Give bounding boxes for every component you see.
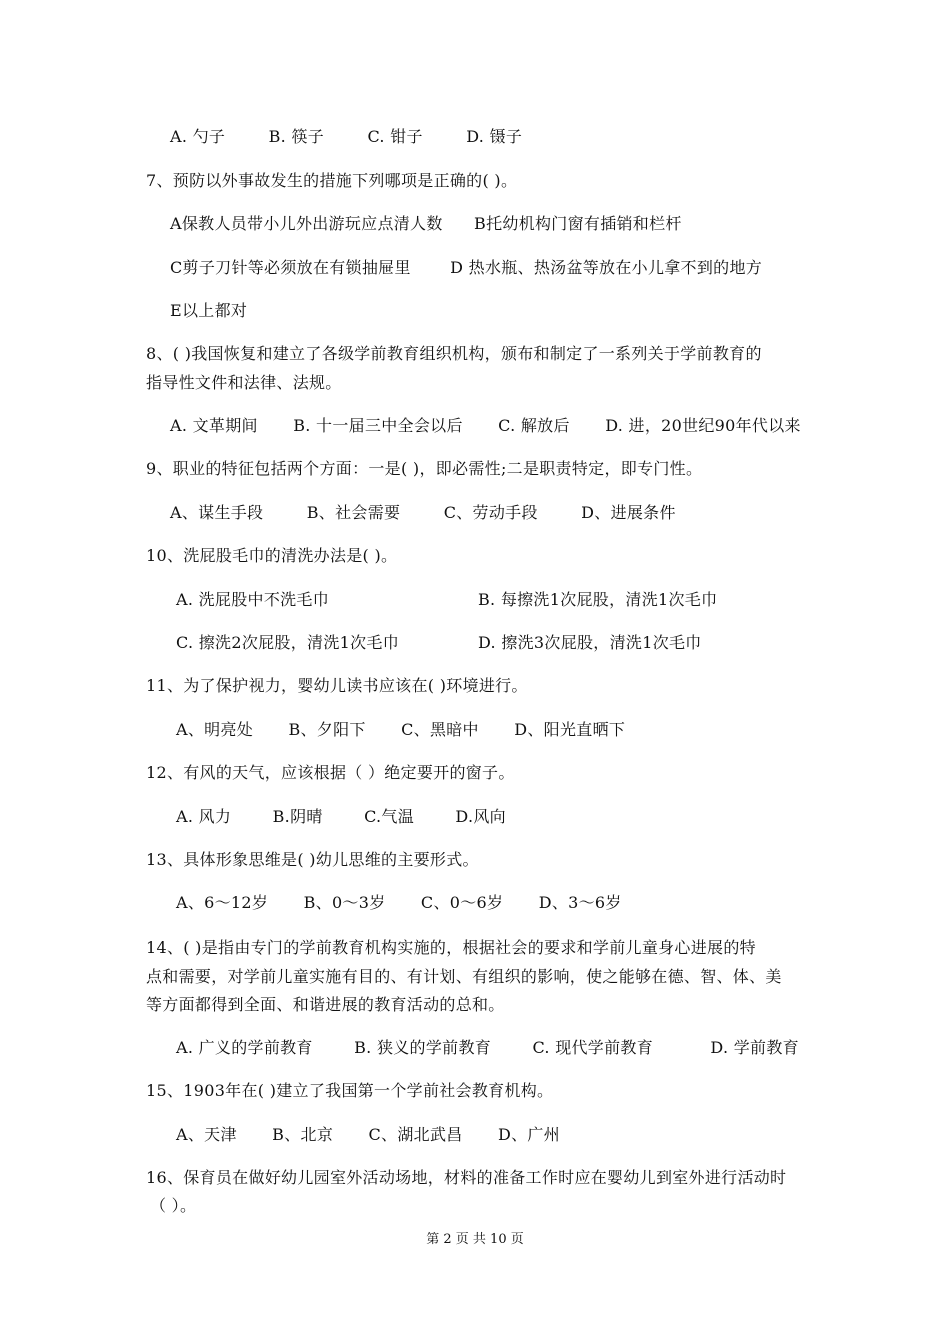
option-a: A、天津 (176, 1125, 237, 1144)
q8-options (170, 415, 801, 437)
option-a: A. 勺子 (170, 127, 226, 146)
q14-options (176, 1037, 799, 1059)
q10-option-b: B. 每擦洗1次屁股，清洗1次毛巾 (478, 590, 718, 609)
option-b: B.阴晴 (272, 807, 323, 826)
option-c: C. 现代学前教育 (532, 1038, 653, 1057)
q12-options (176, 806, 506, 828)
option-d: D. 进，20世纪90年代以来 (605, 416, 801, 435)
option-b: B、北京 (272, 1125, 334, 1144)
option-d: D、阳光直晒下 (514, 720, 626, 739)
q15-options (176, 1124, 560, 1146)
option-c: C、湖北武昌 (368, 1125, 463, 1144)
option-b: B、0～3岁 (303, 893, 386, 912)
question-9-stem: 9、职业的特征包括两个方面：一是( )，即必需性;二是职责特定，即专门性。 (146, 459, 703, 478)
option-c: C、0～6岁 (420, 893, 504, 912)
q9-options (170, 502, 676, 524)
question-14-stem: 14、( )是指由专门的学前教育机构实施的，根据社会的要求和学前儿童身心进展的特 (146, 938, 756, 957)
q6-options (170, 126, 522, 148)
q7-options-row1 (170, 213, 682, 235)
option-e: E以上都对 (170, 301, 248, 320)
option-c: C. 解放后 (498, 416, 570, 435)
q7-options-row2 (170, 257, 762, 279)
option-a: A. 广义的学前教育 (176, 1038, 313, 1057)
option-b: B. 十一届三中全会以后 (293, 416, 463, 435)
option-d: D. 学前教育 (710, 1038, 799, 1057)
option-a: A. 风力 (176, 807, 232, 826)
option-c: C剪子刀针等必须放在有锁抽屉里 (170, 258, 411, 277)
q11-options (176, 719, 625, 741)
option-b: B、社会需要 (306, 503, 401, 522)
question-7-stem: 7、预防以外事故发生的措施下列哪项是正确的( )。 (146, 171, 518, 190)
option-a: A、明亮处 (176, 720, 254, 739)
option-a: A保教人员带小儿外出游玩应点清人数 (170, 214, 443, 233)
question-16-stem-cont: （ ）。 (150, 1196, 197, 1215)
question-8-stem-cont: 指导性文件和法律、法规。 (146, 373, 342, 392)
q13-options (176, 892, 622, 914)
question-13-stem: 13、具体形象思维是( )幼儿思维的主要形式。 (146, 850, 479, 869)
option-c: C.气温 (364, 807, 415, 826)
question-11-stem: 11、为了保护视力，婴幼儿读书应该在( )环境进行。 (146, 676, 528, 695)
question-8-stem: 8、( )我国恢复和建立了各级学前教育组织机构，颁布和制定了一系列关于学前教育的 (146, 344, 762, 363)
option-d: D.风向 (455, 807, 506, 826)
option-b: B. 筷子 (268, 127, 325, 146)
option-a: A. 文革期间 (170, 416, 258, 435)
option-b: B. 狭义的学前教育 (354, 1038, 492, 1057)
question-10-stem: 10、洗屁股毛巾的清洗办法是( )。 (146, 546, 398, 565)
option-d: D. 镊子 (466, 127, 523, 146)
option-d: D 热水瓶、热汤盆等放在小儿拿不到的地方 (450, 258, 763, 277)
option-c: C、黑暗中 (401, 720, 479, 739)
page-footer: 第 2 页 共 10 页 (426, 1232, 524, 1247)
question-15-stem: 15、1903年在( )建立了我国第一个学前社会教育机构。 (146, 1081, 554, 1100)
option-b: B、夕阳下 (288, 720, 366, 739)
option-a: A、6～12岁 (176, 893, 269, 912)
q10-option-a: A. 洗屁股中不洗毛巾 (176, 590, 330, 609)
option-d: D、3～6岁 (538, 893, 622, 912)
option-d: D、进展条件 (581, 503, 676, 522)
question-14-stem-cont-1: 点和需要，对学前儿童实施有目的、有计划、有组织的影响，使之能够在德、智、体、美 (146, 967, 782, 986)
option-c: C、劳动手段 (443, 503, 538, 522)
option-a: A、谋生手段 (170, 503, 264, 522)
question-14-stem-cont-2: 等方面都得到全面、和谐进展的教育活动的总和。 (146, 995, 505, 1014)
option-d: D、广州 (497, 1125, 560, 1144)
question-16-stem: 16、保育员在做好幼儿园室外活动场地，材料的准备工作时应在婴幼儿到室外进行活动时 (146, 1168, 787, 1187)
option-b: B托幼机构门窗有插销和栏杆 (474, 214, 682, 233)
question-12-stem: 12、有风的天气，应该根据（ ）绝定要开的窗子。 (146, 763, 515, 782)
q10-option-d: D. 擦洗3次屁股，清洗1次毛巾 (478, 633, 702, 652)
option-c: C. 钳子 (367, 127, 423, 146)
q10-option-c: C. 擦洗2次屁股，清洗1次毛巾 (176, 633, 400, 652)
